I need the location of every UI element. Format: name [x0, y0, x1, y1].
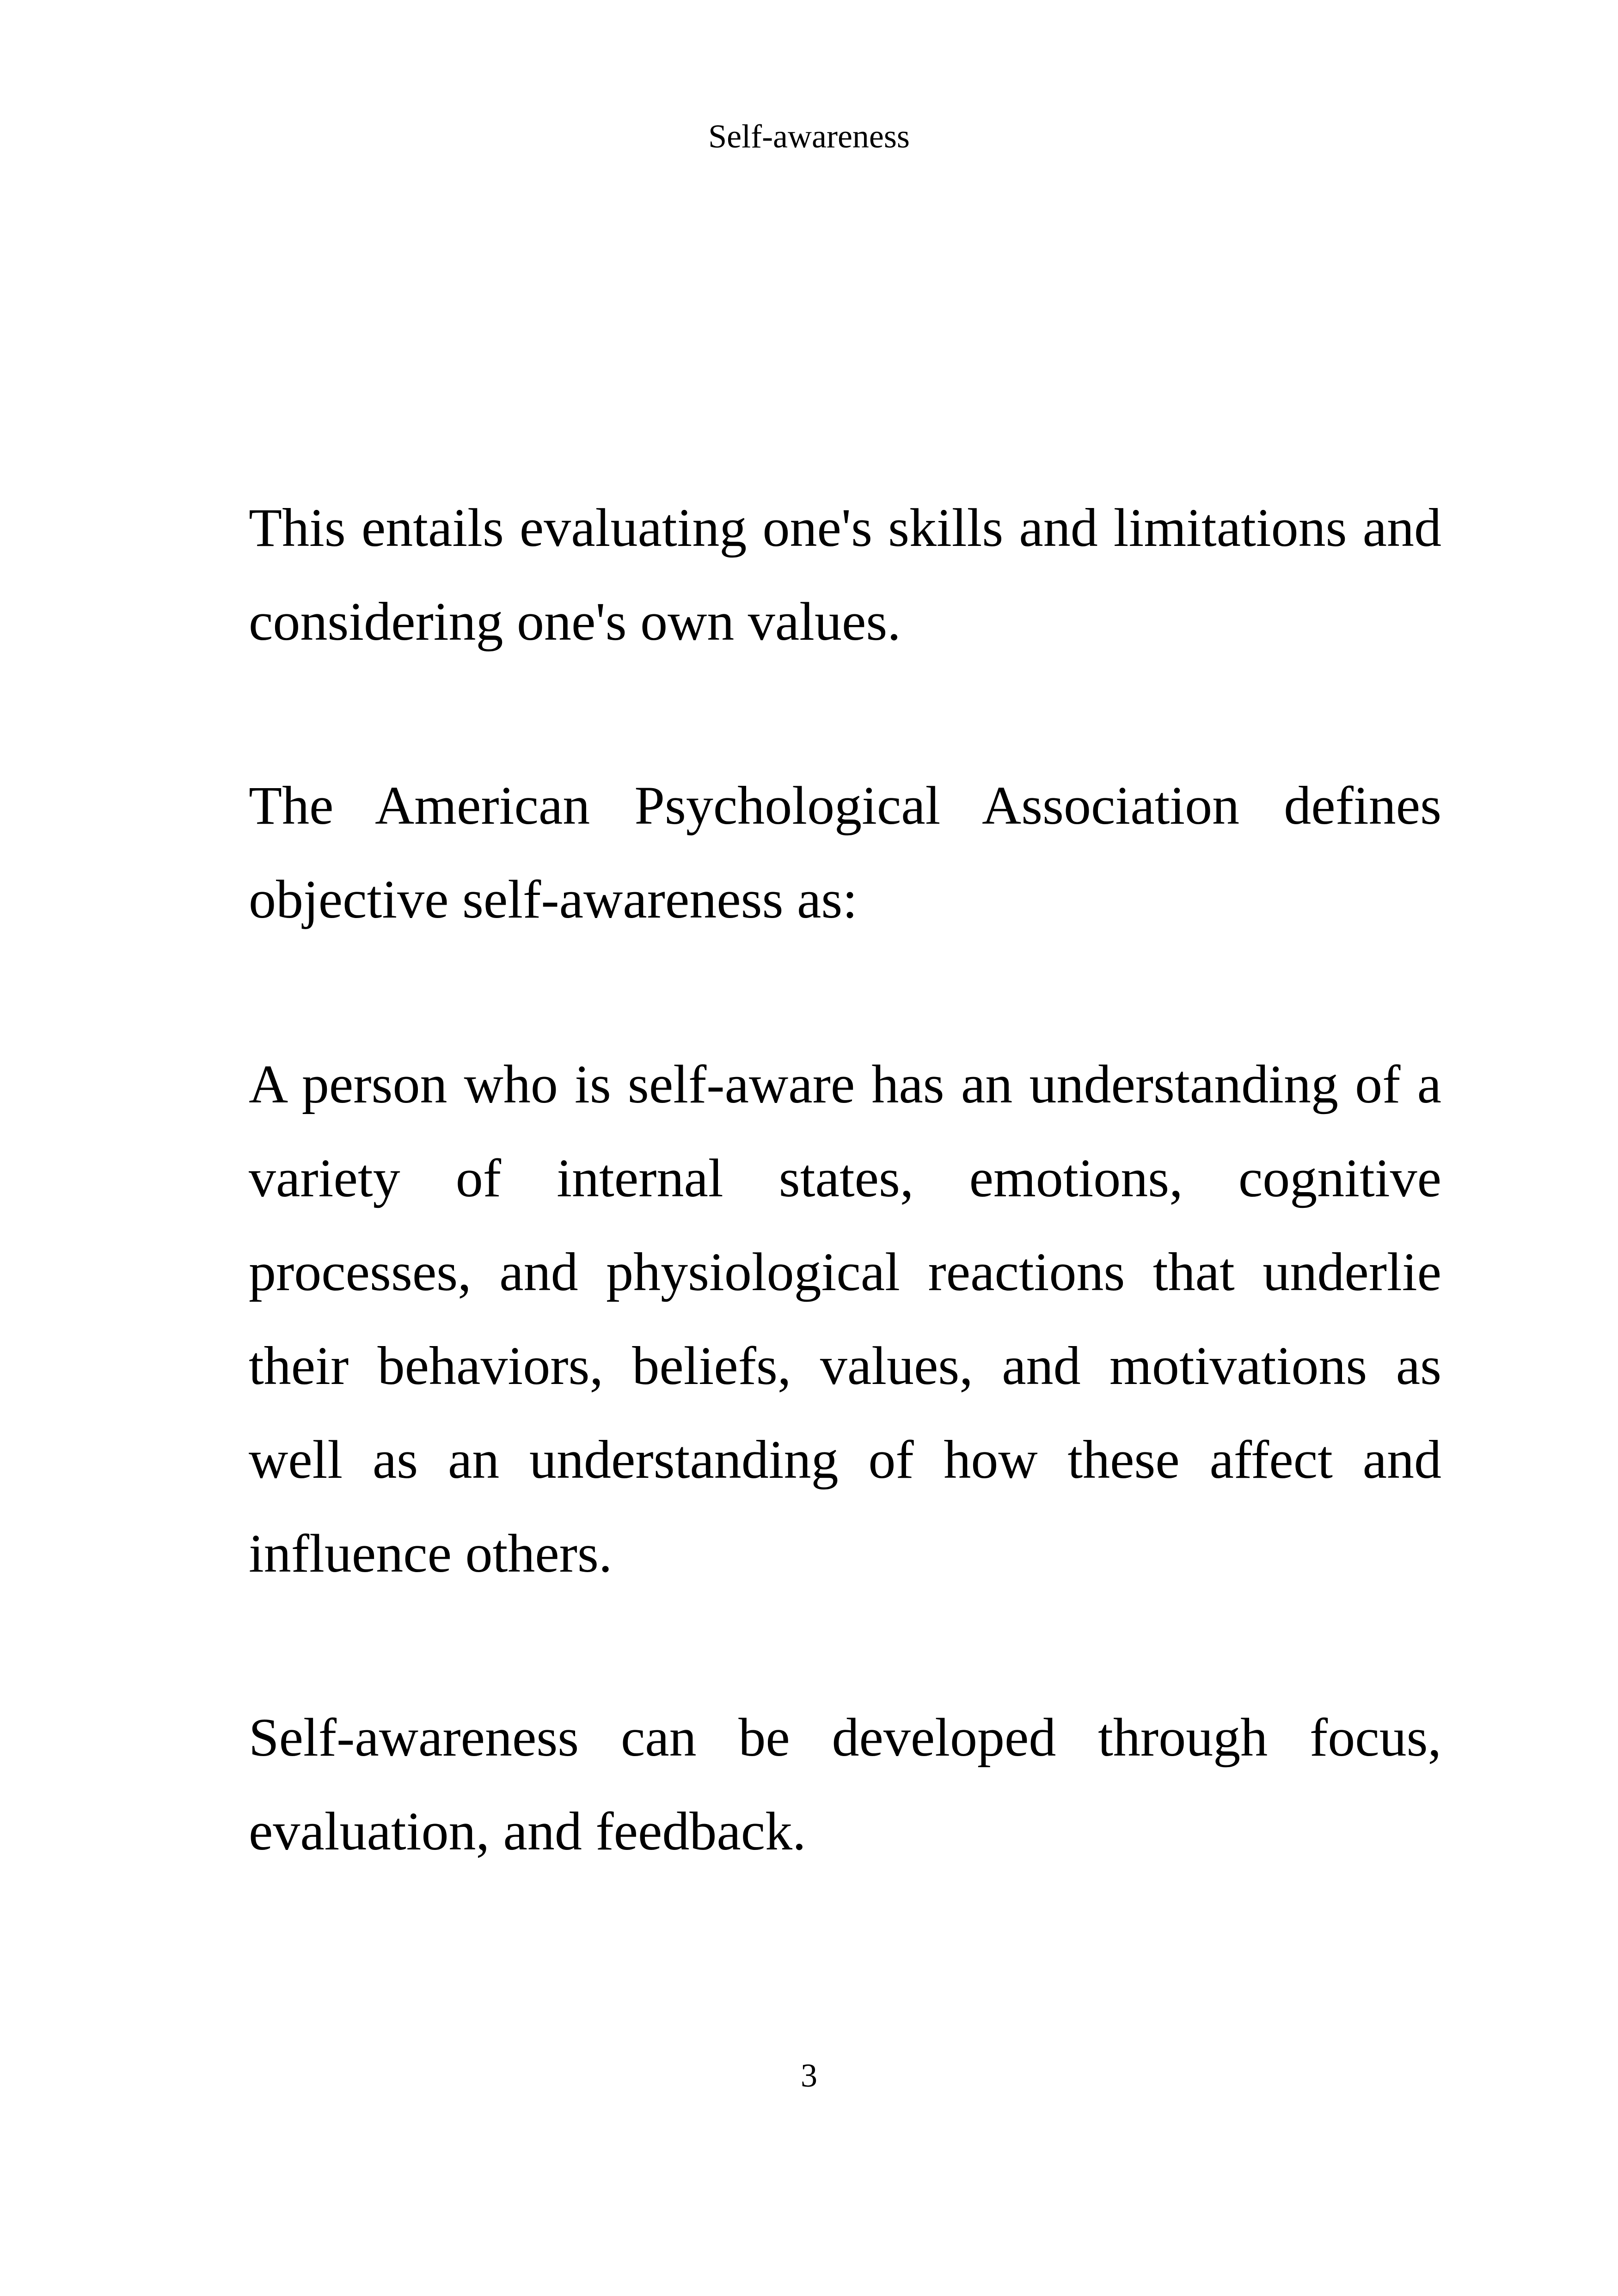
running-header: Self-awareness: [708, 118, 910, 155]
page-number: 3: [801, 2057, 817, 2094]
paragraph-apa-definition: A person who is self-aware has an understanding of a variety of internal states, emotions, cognitive processes, and physiological reactions that underlie their behaviors, beliefs, values, and motivations as well as an understanding of how these affect and influence others.: [249, 1054, 1441, 1584]
paragraph-development: Self-awareness can be developed through focus, evaluation, and feedback.: [249, 1707, 1441, 1861]
body-text: [249, 481, 1441, 1878]
paragraph-skills-limitations: This entails evaluating one's skills and limitations and considering one's own values.: [249, 497, 1441, 652]
paragraph-apa-definition-intro: The American Psychological Association defines objective self-awareness as:: [249, 775, 1441, 930]
